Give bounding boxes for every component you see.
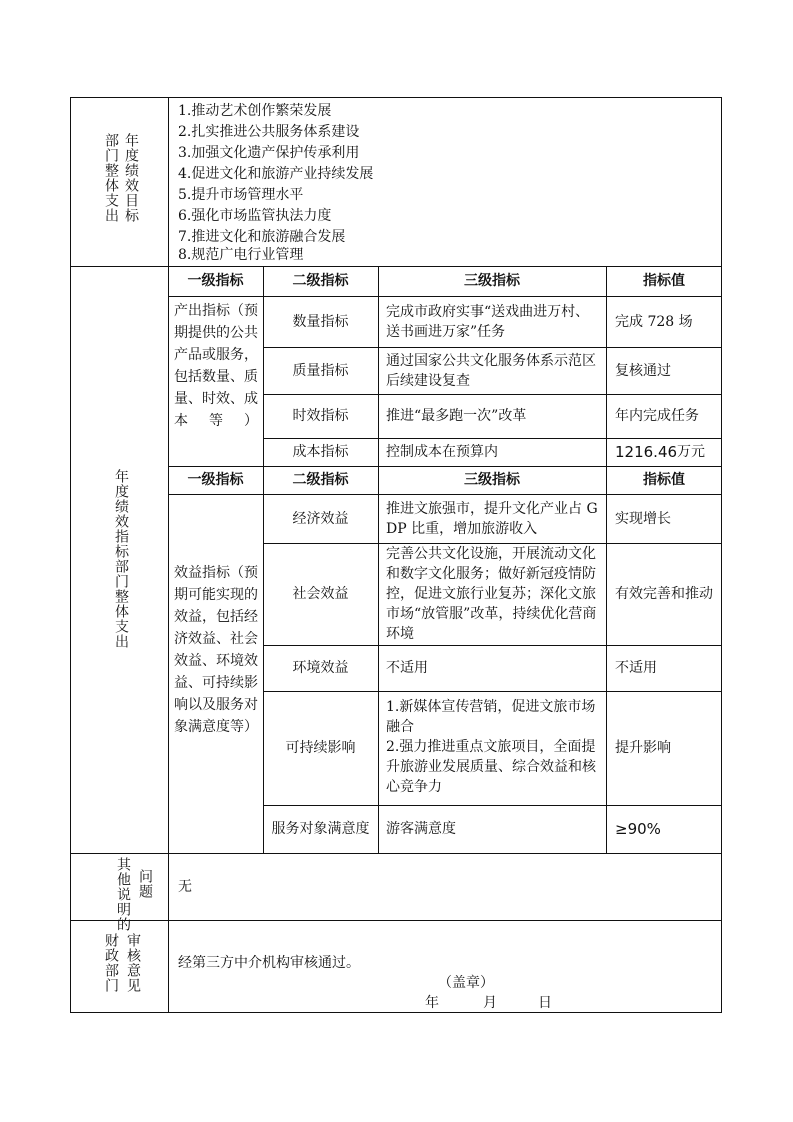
goal-item: 5.提升市场管理水平 — [178, 187, 304, 203]
goals-label-col1: 部门整体支出 — [103, 133, 119, 223]
header-level1: 一级指标 — [187, 273, 244, 289]
output-value — [615, 438, 720, 466]
header-level3: 三级指标 — [464, 472, 520, 488]
benefit-value: ≥90% — [615, 820, 661, 838]
goal-item: 1.推动艺术创作繁荣发展 — [178, 103, 332, 119]
goal-item: 4.促进文化和旅游产业持续发展 — [178, 166, 374, 182]
output-level2: 时效指标 — [292, 408, 349, 424]
cost-amount: 1216.46 — [615, 443, 678, 461]
benefit-level2: 环境效益 — [292, 660, 349, 676]
benefit-value: 有效完善和推动 — [615, 586, 713, 602]
benefit-level3: 游客满意度 — [386, 821, 456, 837]
date-year: 年 — [425, 995, 439, 1011]
output-level3: 控制成本在预算内 — [386, 444, 498, 460]
header-level3: 三级指标 — [464, 273, 520, 289]
goals-label-col2: 年度绩效目标 — [123, 133, 139, 223]
goal-item: 2.扎实推进公共服务体系建设 — [178, 124, 360, 140]
date-day: 日 — [538, 995, 552, 1011]
goal-item: 7.推进文化和旅游融合发展 — [178, 229, 346, 245]
other-notes-label-col2: 问题 — [137, 869, 153, 899]
output-value: 年内完成任务 — [615, 408, 699, 424]
cost-unit: 万元 — [677, 444, 706, 460]
seal-text: （盖章） — [438, 975, 494, 991]
benefit-value: 实现增长 — [615, 510, 671, 527]
indicator-side-label: 年度绩效指标部门整体支出 — [113, 469, 129, 649]
date-month: 月 — [483, 995, 497, 1011]
finance-label-col1: 财政部门 — [103, 933, 119, 993]
goal-item: 3.加强文化遗产保护传承利用 — [178, 145, 360, 161]
other-notes-label-col1: 其他说明的 — [115, 857, 131, 932]
benefit-level3-line: 2.强力推进重点文旅项目，全面提升旅游业发展质量、综合效益和核心竞争力 — [386, 739, 596, 795]
other-notes-value: 无 — [178, 878, 192, 895]
divider — [606, 266, 607, 853]
output-level2: 质量指标 — [292, 362, 349, 379]
benefit-value: 提升影响 — [615, 740, 671, 756]
header-level1: 一级指标 — [187, 472, 244, 488]
output-indicator-label: 产出指标（预期提供的公共产品或服务，包括数量、质量、时效、成本等） — [174, 303, 258, 429]
benefit-value: 不适用 — [615, 660, 657, 676]
benefit-level3: 不适用 — [386, 660, 428, 676]
goal-item: 8.规范广电行业管理 — [178, 247, 304, 263]
header-value: 指标值 — [643, 472, 685, 488]
header-level2: 二级指标 — [292, 472, 349, 488]
goal-item: 6.强化市场监管执法力度 — [178, 208, 332, 224]
divider — [378, 266, 379, 853]
benefit-level2: 可持续影响 — [285, 740, 356, 756]
benefit-level3: 推进文旅强市，提升文化产业占 GDP 比重，增加旅游收入 — [386, 500, 598, 537]
output-level3: 推进“最多跑一次”改革 — [386, 408, 527, 424]
finance-review-text: 经第三方中介机构审核通过。 — [178, 955, 360, 971]
benefit-level3 — [386, 697, 600, 797]
performance-table — [70, 97, 722, 1013]
output-level2: 成本指标 — [292, 444, 349, 460]
output-level3: 完成市政府实事“送戏曲进万村、送书画进万家”任务 — [386, 303, 590, 340]
finance-label-col2: 审核意见 — [125, 933, 141, 993]
benefit-level3: 完善公共文化设施，开展流动文化和数字文化服务；做好新冠疫情防控，促进文旅行业复苏；深化文旅市场“放管服”改革，持续优化营商环境 — [386, 546, 597, 642]
benefit-level2: 社会效益 — [292, 586, 349, 602]
output-value: 复核通过 — [615, 362, 671, 379]
output-value: 完成 728 场 — [615, 313, 693, 330]
output-level3: 通过国家公共文化服务体系示范区后续建设复查 — [386, 352, 596, 389]
benefit-level2: 经济效益 — [292, 510, 349, 527]
header-level2: 二级指标 — [292, 273, 349, 289]
header-value: 指标值 — [643, 273, 685, 289]
benefit-level3-line: 1.新媒体宣传营销，促进文旅市场融合 — [386, 699, 596, 735]
output-level2: 数量指标 — [292, 313, 349, 330]
benefit-level2: 服务对象满意度 — [271, 821, 370, 837]
benefit-indicator-label: 效益指标（预期可能实现的效益，包括经济效益、社会效益、环境效益、可持续影响以及服务对象满意度等） — [174, 565, 258, 735]
divider — [168, 97, 169, 1013]
